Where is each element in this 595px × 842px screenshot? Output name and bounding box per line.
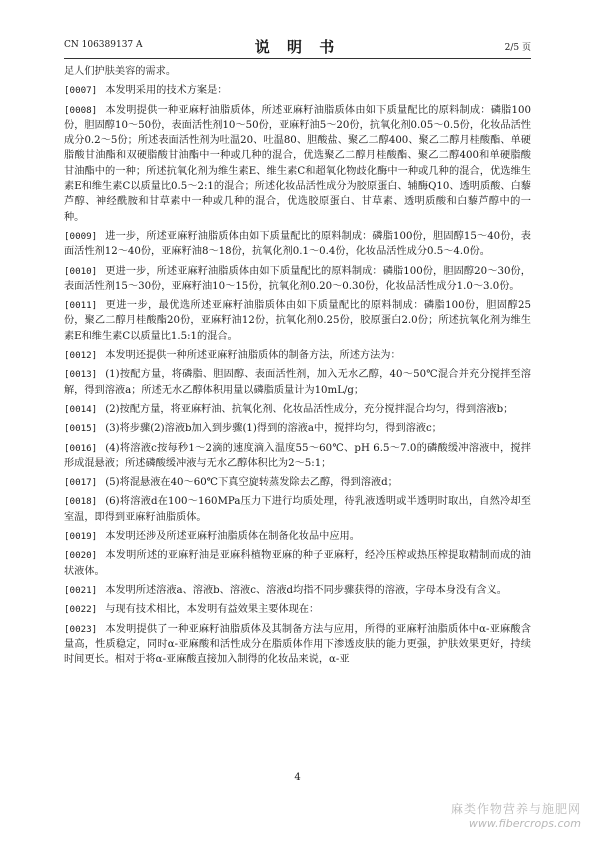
paragraph-text: (4)将溶液c按每秒1～2滴的速度滴入温度55～60℃、pH 6.5～7.0的磷酸缓冲溶液中，搅拌形成混悬液；所述磷酸缓冲液与无水乙醇体积比为2～5:1； xyxy=(64,442,531,469)
paragraph xyxy=(64,264,531,295)
paragraph-text: (5)将混悬液在40～60℃下真空旋转蒸发除去乙醇，得到溶液d； xyxy=(105,477,398,489)
site-watermark xyxy=(451,800,581,830)
header-rule xyxy=(64,58,531,59)
paragraph xyxy=(64,103,531,225)
paragraph-text: 本发明提供了一种亚麻籽油脂质体及其制备方法与应用，所得的亚麻籽油脂质体中α-亚麻酸含量高，性质稳定，同时α-亚麻酸和活性成分在脂质体作用下渗透皮肤的能力更强，护肤效果更好，持续时间更长。相对于将α-亚麻酸直接加入制得的化妆品来说，α-亚 xyxy=(64,623,531,666)
paragraph xyxy=(64,83,531,98)
paragraph-number: [0011] xyxy=(64,300,98,312)
paragraph-text: 本发明所述的亚麻籽油是亚麻科植物亚麻的种子亚麻籽，经冷压榨或热压榨提取精制而成的油状液体。 xyxy=(64,550,531,577)
paragraph xyxy=(64,64,531,79)
paragraph-text: 足人们护肤美容的需求。 xyxy=(64,66,177,77)
document-number: CN 106389137 A xyxy=(64,40,143,50)
paragraph xyxy=(64,421,531,436)
paragraph xyxy=(64,348,531,363)
paragraph-number: [0018] xyxy=(64,496,98,508)
paragraph xyxy=(64,441,531,472)
paragraph xyxy=(64,548,531,579)
paragraph xyxy=(64,622,531,668)
paragraph-number: [0022] xyxy=(64,604,98,616)
paragraph-text: 更进一步，所述亚麻籽油脂质体由如下质量配比的原料制成：磷脂100份，胆固醇20～30份，表面活性剂15～30份，亚麻籽油10～15份，抗氧化剂0.20～0.30份，化妆品活性成分1.0～3.0份。 xyxy=(64,265,531,292)
description-body xyxy=(64,64,531,671)
paragraph-number: [0013] xyxy=(64,369,98,381)
paragraph xyxy=(64,529,531,544)
paragraph-number: [0010] xyxy=(64,265,98,277)
page-header xyxy=(64,36,531,56)
paragraph-number: [0016] xyxy=(64,442,98,454)
paragraph-number: [0007] xyxy=(64,85,98,97)
page-number: 4 xyxy=(294,772,301,783)
paragraph xyxy=(64,602,531,617)
paragraph-number: [0014] xyxy=(64,403,98,415)
paragraph-number: [0012] xyxy=(64,350,98,362)
paragraph-number: [0021] xyxy=(64,584,98,596)
page-indicator: 2/5 页 xyxy=(504,43,531,53)
paragraph xyxy=(64,494,531,525)
paragraph-number: [0009] xyxy=(64,230,98,242)
paragraph-text: 本发明采用的技术方案是： xyxy=(105,85,228,97)
section-title: 说 明 书 xyxy=(254,38,341,56)
paragraph-text: (2)按配方量，将亚麻籽油、抗氧化剂、化妆品活性成分，充分搅拌混合均匀，得到溶液b； xyxy=(105,403,514,415)
paragraph-text: 本发明还涉及所述亚麻籽油脂质体在制备化妆品中应用。 xyxy=(105,531,360,543)
paragraph-text: 更进一步，最优选所述亚麻籽油脂质体由如下质量配比的原料制成：磷脂100份，胆固醇25份，聚乙二醇月桂酸酯20份，亚麻籽油12份，抗氧化剂0.25份，胶原蛋白2.0份；所述抗氧化剂为维生素E和维生素C以质量比1.5:1的混合。 xyxy=(64,300,531,342)
paragraph xyxy=(64,402,531,417)
paragraph xyxy=(64,229,531,260)
paragraph-number: [0023] xyxy=(64,623,98,635)
paragraph-text: 本发明提供一种亚麻籽油脂质体，所述亚麻籽油脂质体由如下质量配比的原料制成：磷脂100份，胆固醇10～50份，表面活性剂10～50份，亚麻籽油5～20份，抗氧化剂0.05～0.5份，化妆品活性成分0.2～5份；所述表面活性剂为吐温20、吐温80、胆酸盐、聚乙二醇400、聚乙二醇月桂酸酯、单硬脂酸甘油酯和双硬脂酸甘油酯中一种或几种的混合，优选聚乙二醇月桂酸酯、聚乙二醇400和单硬脂酸甘油酯中的一种；所述抗氧化剂为维生素E、维生素C和超氧化物歧化酶中一种或几种的混合，优选维生素E和维生素C以质量比0.5～2:1的混合；所述化妆品活性成分为胶原蛋白、辅酶Q10、透明质酸、白藜芦醇、神经酰胺和甘草素中一种或几种的混合，优选胶原蛋白、甘草素、透明质酸和白藜芦醇中的一种。 xyxy=(64,104,531,223)
watermark-url: www.fibercrops.com xyxy=(468,817,581,830)
paragraph xyxy=(64,298,531,344)
paragraph-text: 进一步，所述亚麻籽油脂质体由如下质量配比的原料制成：磷脂100份，胆固醇15～40份，表面活性剂12～40份，亚麻籽油8～18份，抗氧化剂0.1～0.4份，化妆品活性成分0.5～4.0份。 xyxy=(64,230,531,258)
paragraph-text: 与现有技术相比，本发明有益效果主要体现在： xyxy=(105,604,320,616)
paragraph-number: [0015] xyxy=(64,423,98,435)
paragraph-text: (3)将步骤(2)溶液b加入到步骤(1)得到的溶液a中，搅拌均匀，得到溶液c； xyxy=(105,423,442,435)
paragraph-text: 本发明还提供一种所述亚麻籽油脂质体的制备方法，所述方法为： xyxy=(105,350,401,362)
paragraph-number: [0020] xyxy=(64,550,98,562)
paragraph-text: (6)将溶液d在100～160MPa压力下进行均质处理，待乳液透明或半透明时取出，自然冷却至室温，即得到亚麻籽油脂质体。 xyxy=(64,496,531,523)
paragraph-text: (1)按配方量，将磷脂、胆固醇、表面活性剂，加入无水乙醇，40～50℃混合并充分搅拌至溶解，得到溶液a；所述无水乙醇体积用量以磷脂质量计为10mL/g； xyxy=(64,369,531,396)
paragraph-number: [0017] xyxy=(64,477,98,489)
paragraph-number: [0008] xyxy=(64,104,98,116)
paragraph-text: 本发明所述溶液a、溶液b、溶液c、溶液d均指不同步骤获得的溶液，字母本身没有含义。 xyxy=(105,584,507,596)
paragraph-number: [0019] xyxy=(64,531,98,543)
watermark-text: 麻类作物营养与施肥网 xyxy=(450,802,581,816)
paragraph xyxy=(64,583,531,598)
paragraph xyxy=(64,475,531,490)
paragraph xyxy=(64,367,531,398)
